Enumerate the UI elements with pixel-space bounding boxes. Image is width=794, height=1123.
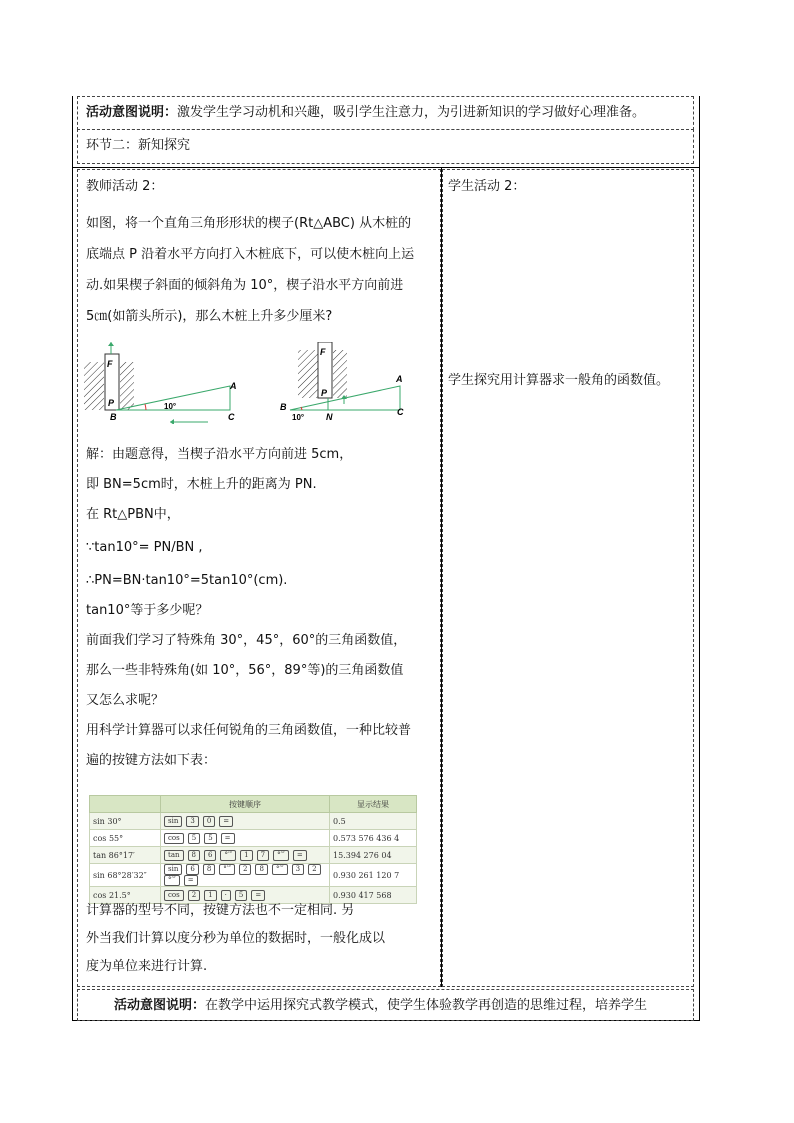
calculator-key: 0 — [203, 816, 215, 827]
intent-text-2: 在教学中运用探究式教学模式，使学生体验教学再创造的思维过程，培养学生 — [205, 998, 648, 1013]
calculator-key: 7 — [257, 850, 269, 861]
student-activity-box — [442, 169, 694, 987]
calculator-key: 2 — [239, 864, 251, 875]
table-header-cell: 按键顺序 — [161, 796, 330, 813]
function-cell: sin 30° — [90, 813, 161, 830]
solution-line: 那么一些非特殊角(如 10°，56°，89°等)的三角函数值 — [86, 663, 404, 678]
solution-line: 用科学计算器可以求任何锐角的三角函数值，一种比较普 — [86, 723, 412, 738]
result-cell: 0.930 417 568 — [330, 887, 417, 904]
calculator-key: = — [184, 875, 198, 886]
up-arrow-head — [108, 342, 114, 346]
key-sequence-cell — [161, 864, 330, 887]
problem-text — [86, 208, 436, 332]
intent-line-2 — [114, 996, 647, 1016]
intent-text-1: 激发学生学习动机和兴趣，吸引学生注意力，为引进新知识的学习做好心理准备。 — [177, 105, 646, 120]
calculator-key: · — [221, 890, 231, 901]
label-angle: 10° — [164, 402, 177, 411]
calculator-key: 5 — [204, 833, 216, 844]
table-row — [90, 864, 417, 887]
result-cell: 0.573 576 436 4 — [330, 830, 417, 847]
label-angle: 10° — [292, 413, 305, 422]
calculator-key: 2 — [188, 890, 200, 901]
calculator-key: °′″ — [219, 864, 235, 875]
calculator-key: sin — [164, 864, 182, 875]
solution-line: ∵tan10°= PN/BN , — [86, 540, 203, 555]
calculator-key: = — [221, 833, 235, 844]
solution-line: ∴PN=BN·tan10°=5tan10°(cm). — [86, 573, 288, 588]
section-title: 环节二：新知探究 — [86, 138, 191, 153]
result-cell: 0.930 261 120 7 — [330, 864, 417, 887]
calculator-key: tan — [164, 850, 184, 861]
calculator-key: 2 — [308, 864, 320, 875]
calculator-key: = — [251, 890, 265, 901]
solution-line: 又怎么求呢？ — [86, 693, 165, 708]
calculator-key-table — [89, 795, 417, 904]
function-cell: sin 68°28′32″ — [90, 864, 161, 887]
label-C: C — [228, 412, 235, 422]
problem-line: 5㎝(如箭头所示)，那么木桩上升多少厘米? — [86, 309, 333, 324]
wedge-figure-1 — [82, 342, 247, 424]
table-row — [90, 813, 417, 830]
label-B: B — [280, 402, 287, 412]
calculator-key: cos — [164, 833, 184, 844]
result-cell: 15.394 276 04 — [330, 847, 417, 864]
problem-line: 动.如果楔子斜面的倾斜角为 10°，楔子沿水平方向前进 — [86, 278, 404, 293]
calculator-key: 8 — [255, 864, 267, 875]
problem-line: 如图，将一个直角三角形形状的楔子(Rt△ABC) 从木桩的 — [86, 216, 412, 231]
calculator-key: 5 — [188, 833, 200, 844]
calculator-key: 8 — [188, 850, 200, 861]
calculator-key: 8 — [203, 864, 215, 875]
wedge-figure-2 — [280, 342, 410, 424]
row-divider-1 — [72, 167, 700, 168]
calculator-key: cos — [164, 890, 184, 901]
solution-line: 解：由题意得，当楔子沿水平方向前进 5cm， — [86, 447, 353, 462]
solution-line: 前面我们学习了特殊角 30°，45°，60°的三角函数值， — [86, 633, 407, 648]
label-C: C — [397, 407, 404, 417]
calculator-key: °′″ — [272, 864, 288, 875]
calculator-key: sin — [164, 816, 182, 827]
label-F: F — [107, 359, 113, 369]
ground-hatch-right — [120, 362, 134, 410]
label-P: P — [108, 398, 115, 408]
ground-hatch-left — [298, 350, 318, 398]
function-cell: cos 21.5° — [90, 887, 161, 904]
closing-line: 计算器的型号不同，按键方法也不一定相同. 另 — [86, 903, 355, 918]
calculator-key: 1 — [204, 890, 216, 901]
key-sequence-cell — [161, 830, 330, 847]
table-row — [90, 830, 417, 847]
calculator-key: = — [293, 850, 307, 861]
result-cell: 0.5 — [330, 813, 417, 830]
teacher-activity-heading: 教师活动 2： — [86, 179, 164, 194]
intent-label-1: 活动意图说明： — [86, 105, 178, 120]
table-header-cell: 显示结果 — [330, 796, 417, 813]
angle-arc — [145, 404, 146, 410]
solution-line: 在 Rt△PBN中， — [86, 507, 180, 522]
solution-text — [86, 440, 436, 776]
function-cell: tan 86°17′ — [90, 847, 161, 864]
calculator-key: 6 — [204, 850, 216, 861]
label-A: A — [396, 374, 403, 384]
calculator-key: 5 — [235, 890, 247, 901]
function-cell: cos 55° — [90, 830, 161, 847]
solution-line: 遍的按键方法如下表： — [86, 753, 217, 768]
table-left-border — [72, 96, 73, 1021]
intent-line-1 — [86, 103, 645, 123]
label-F: F — [320, 347, 326, 357]
label-P: P — [321, 388, 328, 398]
closing-line: 度为单位来进行计算. — [86, 959, 208, 974]
calculator-key: 3 — [186, 816, 198, 827]
calculator-key: = — [219, 816, 233, 827]
table-header-cell — [90, 796, 161, 813]
intent-label-2: 活动意图说明： — [114, 998, 206, 1013]
calculator-key: 6 — [186, 864, 198, 875]
label-N: N — [326, 412, 333, 422]
solution-line: 即 BN=5cm时，木桩上升的距离为 PN. — [86, 477, 317, 492]
table-header-row — [90, 796, 417, 813]
student-activity-text: 学生探究用计算器求一般角的函数值。 — [448, 373, 670, 388]
student-activity-heading: 学生活动 2： — [448, 179, 526, 194]
solution-line: tan10°等于多少呢？ — [86, 603, 209, 618]
ground-hatch-left — [84, 362, 104, 410]
calculator-key: °′″ — [273, 850, 289, 861]
key-sequence-cell — [161, 813, 330, 830]
problem-line: 底端点 P 沿着水平方向打入木桩底下，可以使木桩向上运 — [86, 247, 415, 262]
table-right-border — [699, 96, 700, 1021]
calculator-key: 3 — [292, 864, 304, 875]
ground-hatch-right — [333, 350, 347, 398]
key-sequence-cell — [161, 847, 330, 864]
label-B: B — [110, 412, 117, 422]
table-row — [90, 847, 417, 864]
calculator-key: °′″ — [164, 875, 180, 886]
label-A: A — [230, 381, 237, 391]
closing-line: 外当我们计算以度分秒为单位的数据时，一般化成以 — [86, 931, 386, 946]
calculator-key: 1 — [240, 850, 252, 861]
closing-text — [86, 897, 436, 981]
calculator-key: °′″ — [220, 850, 236, 861]
